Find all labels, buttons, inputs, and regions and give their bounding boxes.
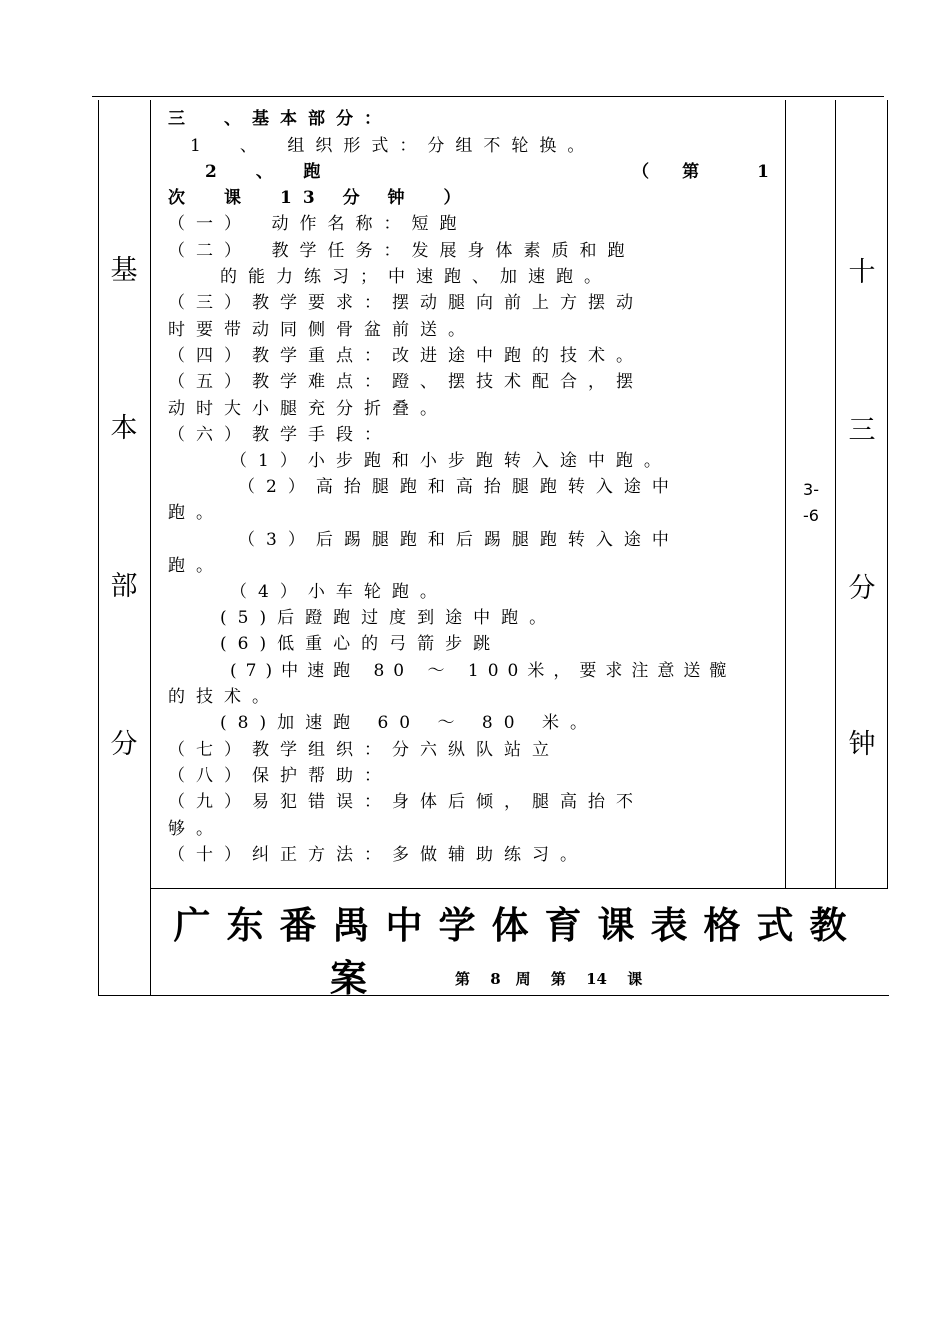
divider-left bbox=[150, 100, 151, 995]
label-char: 三 bbox=[848, 415, 876, 446]
content-line: （3）后踢腿跑和后踢腿跑转入途中 bbox=[238, 530, 680, 550]
document-title-cont: 案 bbox=[330, 956, 383, 1000]
content-line: 的技术。 bbox=[168, 687, 280, 707]
content-line: （一） 动作名称：短跑 bbox=[168, 214, 468, 234]
content-part: 2 、 跑 bbox=[205, 162, 332, 182]
content-line: 的能力练习；中速跑、加速跑。 bbox=[220, 267, 612, 287]
content-line: (8)加速跑 60 ～ 80 米。 bbox=[220, 713, 598, 733]
content-line: 动时大小腿充分折叠。 bbox=[168, 399, 448, 419]
time-value: 3- bbox=[803, 480, 819, 499]
content-line: （五）教学难点：蹬、摆技术配合，摆 bbox=[168, 372, 644, 392]
week-lesson-info: 第 8 周 第 14 课 bbox=[455, 970, 643, 988]
label-char: 钟 bbox=[848, 729, 876, 760]
content-line: （八）保护帮助： bbox=[168, 766, 392, 786]
content-line: （六）教学手段： bbox=[168, 425, 392, 445]
content-line: （1）小步跑和小步跑转入途中跑。 bbox=[230, 451, 672, 471]
label-char: 本 bbox=[110, 413, 138, 444]
content-part: （ 第 1 bbox=[632, 162, 777, 182]
content-line: （2）高抬腿跑和高抬腿跑转入途中 bbox=[238, 477, 680, 497]
section-label-left bbox=[98, 100, 150, 995]
row-divider bbox=[150, 888, 887, 889]
content-line: （七）教学组织：分六纵队站立 bbox=[168, 740, 560, 760]
label-char: 分 bbox=[848, 573, 876, 604]
content-line: 跑。 bbox=[168, 556, 224, 576]
top-rule bbox=[92, 96, 884, 97]
time-value: -6 bbox=[803, 506, 819, 525]
content-line: (7)中速跑 80 ～ 100米，要求注意送髋 bbox=[230, 661, 736, 681]
content-line bbox=[205, 157, 777, 182]
content-line: （四）教学重点：改进途中跑的技术。 bbox=[168, 346, 644, 366]
label-char: 分 bbox=[110, 729, 138, 760]
label-char: 十 bbox=[848, 257, 876, 288]
content-line: （三）教学要求：摆动腿向前上方摆动 bbox=[168, 293, 644, 313]
label-char: 部 bbox=[110, 571, 138, 602]
section-title: 三 、基本部分： bbox=[168, 109, 392, 129]
content-line: 时要带动同侧骨盆前送。 bbox=[168, 320, 476, 340]
content-line: 次 课 13 分 钟 ） bbox=[168, 188, 472, 208]
content-line: (6)低重心的弓箭步跳 bbox=[220, 634, 502, 654]
content-line: （二） 教学任务：发展身体素质和跑 bbox=[168, 241, 636, 261]
document-title: 广东番禺中学体育课表格式教 bbox=[173, 903, 863, 947]
content-line: 跑。 bbox=[168, 503, 224, 523]
divider-outer-right bbox=[887, 100, 888, 889]
content-line: （4）小车轮跑。 bbox=[230, 582, 448, 602]
content-line: 够。 bbox=[168, 819, 224, 839]
content-line: (5)后蹬跑过度到途中跑。 bbox=[220, 608, 558, 628]
label-char: 基 bbox=[110, 255, 138, 286]
content-line: 1 、 组织形式：分组不轮换。 bbox=[190, 136, 596, 156]
content-line: （十）纠正方法：多做辅助练习。 bbox=[168, 845, 588, 865]
content-line: （九）易犯错误：身体后倾，腿高抬不 bbox=[168, 792, 644, 812]
